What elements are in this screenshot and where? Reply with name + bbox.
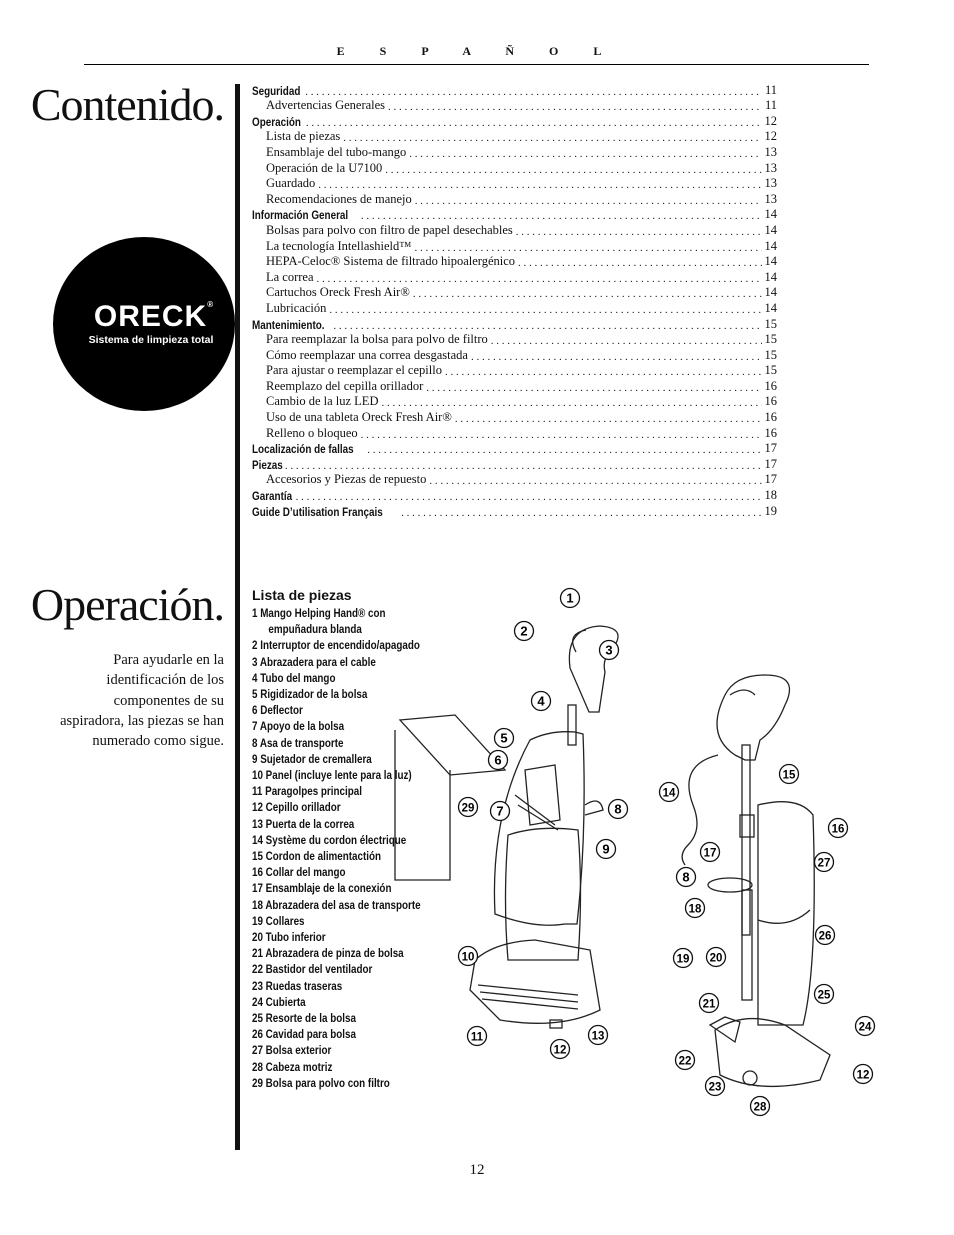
- toc-leader: [285, 460, 762, 472]
- toc-leader: [381, 397, 761, 409]
- callout-number: 3: [605, 642, 613, 658]
- toc-leader: [415, 195, 762, 207]
- toc-label: Operación de la U7100: [266, 160, 383, 175]
- toc-row: [252, 160, 777, 176]
- callout-number: 4: [537, 693, 545, 709]
- toc-page: 15: [764, 316, 777, 331]
- toc-leader: [415, 242, 762, 254]
- toc-label: Seguridad: [252, 85, 301, 98]
- toc-page: 14: [764, 238, 777, 253]
- toc-page: 12: [764, 129, 777, 144]
- callout-number: 28: [753, 1101, 767, 1114]
- toc-row: [252, 254, 777, 270]
- toc-leader: [333, 320, 761, 332]
- language-header: E S P A Ñ O L: [336, 44, 618, 58]
- toc-page: 11: [764, 82, 777, 97]
- toc-leader: [388, 101, 762, 113]
- toc-page: 13: [764, 176, 777, 191]
- callout-number: 5: [500, 730, 508, 746]
- callout-number: 17: [703, 847, 717, 860]
- parts-list-item: 14 Système du cordon électrique: [252, 832, 407, 847]
- parts-list-item: 20 Tubo inferior: [252, 930, 326, 945]
- parts-list-item: empuñadura blanda: [268, 622, 362, 637]
- callout-number: 22: [678, 1055, 692, 1068]
- toc-leader: [385, 164, 761, 176]
- toc-label: Cambio de la luz LED: [266, 394, 379, 409]
- parts-list-item: 16 Collar del mango: [252, 865, 346, 880]
- parts-list-item: 8 Asa de transporte: [252, 735, 344, 750]
- toc-row: [252, 238, 777, 254]
- parts-list-item: 9 Sujetador de cremallera: [252, 751, 372, 766]
- toc-page: 19: [764, 503, 777, 518]
- toc-page: 16: [764, 378, 777, 393]
- toc-label: Uso de una tableta Oreck Fresh Air®: [266, 410, 452, 425]
- parts-list-title: Lista de piezas: [252, 587, 352, 603]
- toc-label: Relleno o bloqueo: [266, 425, 358, 440]
- toc-row: [252, 82, 777, 98]
- parts-list-item: 29 Bolsa para polvo con filtro: [252, 1075, 390, 1090]
- toc-label: Bolsas para polvo con filtro de papel desechables: [266, 222, 513, 237]
- toc-page: 15: [764, 347, 777, 362]
- parts-list-item: 5 Rigidizador de la bolsa: [252, 687, 368, 702]
- callout-number: 27: [817, 857, 831, 870]
- toc-row: [252, 176, 777, 192]
- callout-number: 29: [461, 802, 475, 815]
- parts-list-item: 15 Cordon de alimentactión: [252, 849, 382, 864]
- toc-leader: [296, 491, 762, 503]
- toc-label: HEPA-Celoc® Sistema de filtrado hipoalergénico: [266, 254, 516, 269]
- toc-label: La correa: [266, 269, 314, 284]
- callout-number: 1: [566, 590, 574, 606]
- toc-leader: [455, 413, 762, 425]
- parts-list-item: 21 Abrazadera de pinza de bolsa: [252, 946, 404, 961]
- parts-list-item: 2 Interruptor de encendido/apagado: [252, 638, 420, 653]
- toc-row: [252, 503, 777, 519]
- callout-number: 24: [858, 1021, 872, 1034]
- toc-leader: [409, 148, 761, 160]
- callout-number: 20: [709, 952, 723, 965]
- parts-list-item: 12 Cepillo orillador: [252, 800, 341, 815]
- parts-list-item: 23 Ruedas traseras: [252, 978, 343, 993]
- logo-tagline: Sistema de limpieza total: [88, 334, 214, 346]
- toc-leader: [305, 86, 762, 98]
- toc-leader: [343, 132, 761, 144]
- toc-row: [252, 441, 777, 457]
- toc-row: [252, 207, 777, 223]
- callout-number: 8: [682, 869, 690, 885]
- toc-row: [252, 222, 777, 238]
- parts-list-item: 19 Collares: [252, 913, 305, 928]
- toc-leader: [429, 475, 761, 487]
- toc-leader: [471, 351, 762, 363]
- toc-label: Cartuchos Oreck Fresh Air®: [266, 285, 410, 300]
- parts-list-item: 4 Tubo del mango: [252, 670, 336, 685]
- toc-page: 12: [764, 113, 777, 128]
- callout-number: 8: [614, 801, 622, 817]
- callout-number: 10: [461, 951, 475, 964]
- toc-row: [252, 285, 777, 301]
- toc-label: Información General: [252, 210, 349, 223]
- toc-label: Guardado: [266, 176, 316, 191]
- callout-number: 26: [818, 930, 832, 943]
- toc-leader: [413, 288, 762, 300]
- toc-label: Para reemplazar la bolsa para polvo de filtro: [266, 332, 488, 347]
- toc-row: [252, 98, 777, 114]
- toc-page: 17: [764, 456, 777, 471]
- toc-leader: [317, 273, 762, 285]
- toc-label: Garantía: [252, 491, 293, 504]
- toc-leader: [518, 257, 761, 269]
- toc-row: [252, 472, 777, 488]
- toc-page: 13: [764, 191, 777, 206]
- toc-page: 14: [764, 269, 777, 284]
- toc-leader: [401, 507, 761, 519]
- toc-row: [252, 300, 777, 316]
- toc-row: [252, 378, 777, 394]
- toc-label: Accesorios y Piezas de repuesto: [266, 472, 427, 487]
- toc-page: 14: [764, 222, 777, 237]
- callout-number: 14: [662, 787, 676, 800]
- toc-row: [252, 347, 777, 363]
- toc-label: Piezas: [252, 459, 283, 472]
- toc-row: [252, 409, 777, 425]
- toc-page: 16: [764, 394, 777, 409]
- toc-page: 15: [764, 363, 777, 378]
- toc-page: 15: [764, 332, 777, 347]
- operation-intro: Para ayudarle en la identificación de los componentes de su aspiradora, las piezas se han numerado como sigue.: [60, 652, 224, 750]
- toc-leader: [491, 335, 762, 347]
- vacuum-diagram: [390, 580, 890, 1120]
- contents-title: Contenido.: [30, 79, 224, 130]
- toc-page: 18: [764, 488, 777, 503]
- parts-list-item: 11 Paragolpes principal: [252, 784, 362, 799]
- toc-row: [252, 113, 777, 129]
- callout-number: 2: [520, 623, 528, 639]
- toc-label: Reemplazo del cepilla orillador: [266, 378, 424, 393]
- toc-page: 13: [764, 144, 777, 159]
- callout-number: 13: [591, 1030, 605, 1043]
- toc-label: Ensamblaje del tubo-mango: [266, 144, 407, 159]
- callout-number: 15: [782, 769, 796, 782]
- parts-list-item: 27 Bolsa exterior: [252, 1043, 332, 1058]
- operation-title: Operación.: [30, 579, 224, 630]
- toc-label: Recomendaciones de manejo: [266, 191, 412, 206]
- parts-list-item: 3 Abrazadera para el cable: [252, 654, 376, 669]
- toc-row: [252, 332, 777, 348]
- toc-page: 14: [764, 254, 777, 269]
- toc-label: Cómo reemplazar una correa desgastada: [266, 347, 468, 362]
- toc-leader: [361, 210, 762, 222]
- callout-number: 6: [494, 752, 502, 768]
- toc-row: [252, 129, 777, 145]
- toc-row: [252, 269, 777, 285]
- header-rule: [84, 64, 869, 65]
- toc-page: 14: [764, 300, 777, 315]
- toc-page: 14: [764, 285, 777, 300]
- callout-number: 12: [856, 1069, 870, 1082]
- toc-leader: [445, 366, 762, 378]
- callout-number: 12: [553, 1044, 567, 1057]
- callout-number: 18: [688, 903, 702, 916]
- toc-row: [252, 394, 777, 410]
- toc-label: Para ajustar o reemplazar el cepillo: [266, 363, 442, 378]
- callout-number: 25: [817, 989, 831, 1002]
- toc-page: 17: [764, 441, 777, 456]
- toc-label: Lista de piezas: [266, 129, 341, 144]
- parts-list-item: 13 Puerta de la correa: [252, 816, 355, 831]
- toc-leader: [367, 444, 761, 456]
- toc-leader: [426, 382, 761, 394]
- vertical-rule: [235, 84, 240, 1150]
- toc-label: Localización de fallas: [252, 444, 354, 457]
- toc-row: [252, 316, 777, 332]
- callout-number: 7: [496, 803, 504, 819]
- parts-list-item: 18 Abrazadera del asa de transporte: [252, 897, 421, 912]
- toc-page: 17: [764, 472, 777, 487]
- toc-page: 14: [764, 207, 777, 222]
- parts-list-item: 1 Mango Helping Hand® con: [252, 606, 386, 620]
- toc-row: [252, 144, 777, 160]
- callout-number: 19: [676, 953, 690, 966]
- toc-label: Guide D’utilisation Français: [252, 506, 383, 519]
- toc-page: 13: [764, 160, 777, 175]
- toc-leader: [306, 117, 762, 129]
- toc-label: Mantenimiento.: [252, 319, 325, 332]
- toc-label: La tecnología Intellashield™: [266, 238, 412, 253]
- parts-list-item: 17 Ensamblaje de la conexión: [252, 881, 392, 896]
- toc-leader: [516, 226, 762, 238]
- callout-number: 16: [831, 823, 845, 836]
- toc-row: [252, 363, 777, 379]
- callout-number: 21: [702, 998, 716, 1011]
- toc-label: Lubricación: [266, 300, 327, 315]
- toc-row: [252, 487, 777, 503]
- oreck-logo: ORECK®: [93, 300, 215, 333]
- toc-label: Operación: [252, 116, 301, 129]
- parts-list-item: 24 Cubierta: [252, 994, 306, 1009]
- table-of-contents: [252, 82, 777, 519]
- callout-number: 11: [470, 1031, 484, 1044]
- parts-list-item: 26 Cavidad para bolsa: [252, 1027, 356, 1042]
- toc-row: [252, 425, 777, 441]
- parts-list-item: 6 Deflector: [252, 703, 303, 718]
- callout-number: 23: [708, 1081, 722, 1094]
- parts-list-item: 10 Panel (incluye lente para la luz): [252, 768, 412, 783]
- toc-row: [252, 456, 777, 472]
- parts-list-item: 25 Resorte de la bolsa: [252, 1011, 356, 1026]
- toc-leader: [329, 304, 761, 316]
- toc-leader: [318, 179, 761, 191]
- parts-list-item: 22 Bastidor del ventilador: [252, 962, 373, 977]
- toc-leader: [361, 429, 762, 441]
- page-number: 12: [469, 1162, 485, 1178]
- toc-page: 16: [764, 425, 777, 440]
- callout-number: 9: [602, 841, 610, 857]
- parts-list-item: 28 Cabeza motriz: [252, 1059, 333, 1074]
- toc-row: [252, 191, 777, 207]
- toc-label: Advertencias Generales: [266, 98, 386, 113]
- toc-page: 11: [764, 98, 777, 113]
- parts-list-item: 7 Apoyo de la bolsa: [252, 719, 345, 734]
- toc-page: 16: [764, 410, 777, 425]
